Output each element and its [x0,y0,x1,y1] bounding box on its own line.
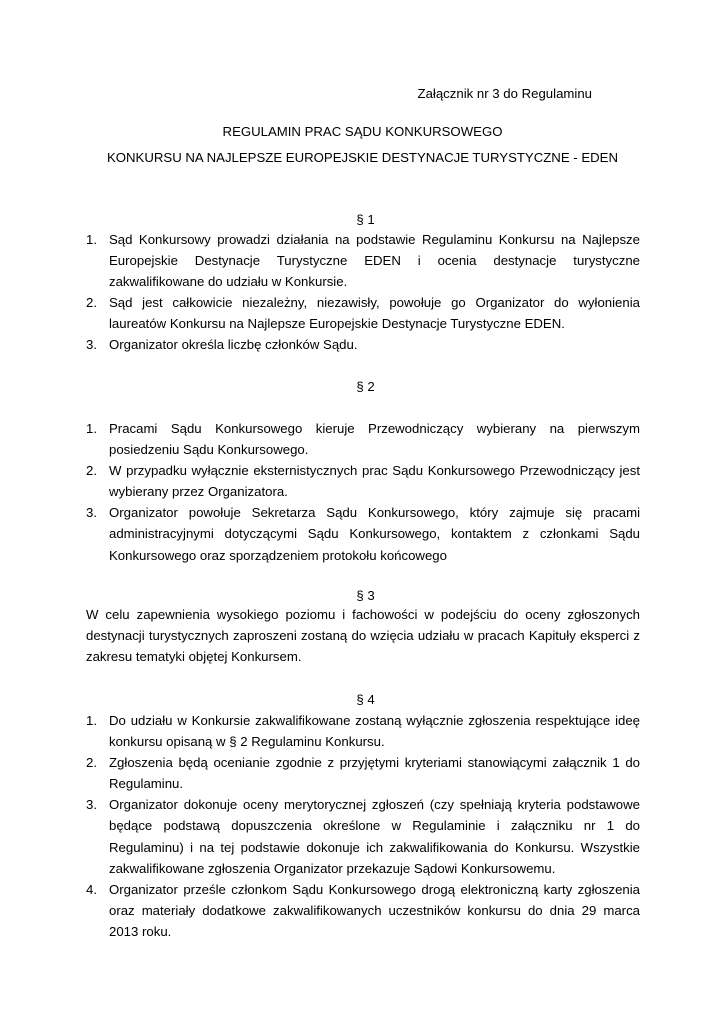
item-text: Zgłoszenia będą ocenianie zgodnie z przyjętymi kryteriami stanowiącymi załącznik 1 do Regulaminu. [109,755,640,792]
item-number: 2. [86,463,97,479]
item-text: Sąd jest całkowicie niezależny, niezawisły, powołuje go Organizator do wyłonienia laureatów Konkursu na Najlepsze Europejskie Destynacje Turystyczne EDEN. [109,295,640,332]
item-number: 1. [86,713,97,728]
item-number: 2. [86,755,97,771]
section-1-heading: § 1 [356,212,375,227]
item-text: Organizator prześle członkom Sądu Konkursowego drogą elektroniczną karty zgłoszenia oraz materiały dodatkowe zakwalifikowanych uczestników konkursu do dnia 29 marca 2013 roku. [109,881,640,939]
item-number: 3. [86,797,97,813]
list-item [86,502,640,565]
item-text: Organizator określa liczbę członków Sądu. [109,337,358,353]
section-2-list [86,418,640,566]
list-item [86,229,640,292]
list-item [86,794,640,878]
section-4-heading: § 4 [356,692,375,707]
list-item [86,418,640,460]
document-title: REGULAMIN PRAC SĄDU KONKURSOWEGO [222,124,503,139]
section-3-heading: § 3 [356,588,375,603]
item-number: 1. [86,232,97,247]
list-item [86,879,640,942]
section-3-paragraph: W celu zapewnienia wysokiego poziomu i fachowości w podejściu do oceny zgłoszonych destynacji turystycznych zaproszeni zostaną do wzięcia udziału w pracach Kapituły eksperci z zakresu tematyki objętej Konkursem. [86,607,640,665]
list-item [86,710,640,752]
section-4-list [86,710,640,942]
item-text: Organizator dokonuje oceny merytorycznej zgłoszeń (czy spełniają kryteria podstawowe będące podstawą dopuszczenia określone w Regulaminie i załączniku nr 1 do Regulaminu) i na tej podstawie dokonuje ich zakwalifikowania do Konkursu. Wszystkie zakwalifikowane zgłoszenia Organizator przekazuje Sądowi Konkursowemu. [109,797,640,876]
item-number: 3. [86,337,97,353]
item-text: Pracami Sądu Konkursowego kieruje Przewodniczący wybierany na pierwszym posiedzeniu Sądu Konkursowego. [109,421,640,458]
item-number: 3. [86,505,97,521]
item-text: Sąd Konkursowy prowadzi działania na podstawie Regulaminu Konkursu na Najlepsze Europejskie Destynacje Turystyczne EDEN i ocenia destynacje turystyczne zakwalifikowane do udziału w Konkursie. [109,232,640,290]
item-text: Organizator powołuje Sekretarza Sądu Konkursowego, który zajmuje się pracami administracyjnymi dotyczącymi Sądu Konkursowego, kontaktem z członkami Sądu Konkursowego oraz sporządzeniem protokołu końcowego [109,505,640,563]
item-text: W przypadku wyłącznie eksternistycznych prac Sądu Konkursowego Przewodniczący jest wybierany przez Organizatora. [109,463,640,500]
item-number: 2. [86,295,97,311]
item-text: Do udziału w Konkursie zakwalifikowane zostaną wyłącznie zgłoszenia respektujące ideę konkursu opisaną w § 2 Regulaminu Konkursu. [109,713,640,750]
section-1-list [86,229,640,356]
list-item [86,334,640,355]
item-number: 4. [86,881,97,897]
section-2-heading: § 2 [356,379,375,394]
list-item [86,752,640,794]
item-number: 1. [86,421,97,436]
list-item [86,460,640,502]
annex-label: Załącznik nr 3 do Regulaminu [417,86,592,101]
list-item [86,292,640,334]
document-subtitle: KONKURSU NA NAJLEPSZE EUROPEJSKIE DESTYNACJE TURYSTYCZNE - EDEN [106,150,618,165]
